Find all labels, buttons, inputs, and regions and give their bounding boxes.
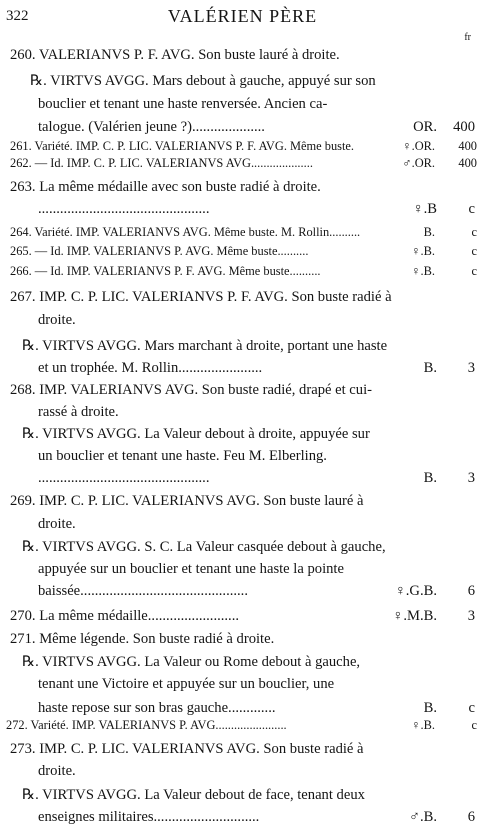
line-text: haste repose sur son bras gauche............. (38, 700, 276, 716)
metal-mark: ♀.G.B. (394, 583, 437, 599)
line-text: 263. La même médaille avec son buste radié à droite. (10, 179, 321, 195)
price-value: c (468, 201, 475, 217)
price-value: c (471, 244, 477, 258)
line-text: ............................................... (38, 201, 210, 217)
catalogue-line (0, 806, 485, 828)
catalogue-line (0, 335, 485, 357)
line-text: appuyée sur un bouclier et tenant une haste la pointe (38, 561, 344, 577)
metal-mark: B. (423, 700, 437, 716)
line-text: ℞. VIRTVS AVGG. S. C. La Valeur casquée debout à gauche, (22, 539, 386, 555)
metal-mark: B. (423, 360, 437, 376)
metal-mark: ♀.B. (411, 264, 435, 278)
line-text: ℞. VIRTVS AVGG. Mars debout à gauche, appuyé sur son (30, 73, 376, 89)
line-text: 260. VALERIANVS P. F. AVG. Son buste lauré à droite. (10, 47, 340, 63)
catalogue-line (0, 309, 485, 331)
metal-mark: B. (423, 470, 437, 486)
line-text: talogue. (Valérien jeune ?).................... (38, 119, 265, 135)
line-text: 262. — Id. IMP. C. P. LIC. VALERIANVS AVG.................... (10, 156, 313, 170)
page-number: 322 (6, 8, 29, 24)
catalogue-line (0, 714, 485, 736)
line-text: enseignes militaires............................. (38, 809, 260, 825)
line-text: 266. — Id. IMP. VALERIANVS P. F. AVG. Même buste.......... (10, 264, 321, 278)
catalogue-line (0, 240, 485, 262)
line-text: et un trophée. M. Rollin....................... (38, 360, 263, 376)
line-text: 273. IMP. C. P. LIC. VALERIANVS AVG. Son buste radié à (10, 741, 364, 757)
metal-mark: ♀.OR. (402, 139, 435, 153)
price-value: 3 (467, 608, 475, 624)
catalogue-line (0, 152, 485, 174)
catalogue-line (0, 467, 485, 489)
catalogue-line (0, 558, 485, 580)
catalogue-line (0, 286, 485, 308)
catalogue-line (0, 260, 485, 282)
line-text: un bouclier et tenant une haste. Feu M. Elberling. (38, 448, 327, 464)
running-title: VALÉRIEN PÈRE (167, 6, 318, 26)
currency-column-header: fr (464, 32, 471, 43)
line-text: ℞. VIRTVS AVGG. Mars marchant à droite, portant une haste (22, 338, 388, 354)
catalogue-line (0, 580, 485, 602)
metal-mark: ♀.B. (411, 718, 435, 732)
catalogue-line (0, 198, 485, 220)
line-text: tenant une Victoire et appuyée sur un bouclier, une (38, 676, 335, 692)
catalogue-line (0, 628, 485, 650)
price-value: c (471, 718, 477, 732)
price-value: c (468, 700, 475, 716)
catalogue-line (0, 44, 485, 66)
price-value: 400 (458, 156, 477, 170)
catalogue-line (0, 423, 485, 445)
price-value: 3 (467, 360, 475, 376)
line-text: 272. Variété. IMP. VALERIANVS P. AVG....................... (6, 718, 287, 732)
line-text: 267. IMP. C. P. LIC. VALERIANVS P. F. AVG. Son buste radié à (10, 289, 392, 305)
price-value: 6 (467, 583, 475, 599)
line-text: 270. La même médaille......................... (10, 608, 239, 624)
metal-mark: OR. (413, 119, 437, 135)
line-text: rassé à droite. (38, 404, 119, 420)
price-value: 3 (467, 470, 475, 486)
catalogue-line (0, 605, 485, 627)
catalogue-line (0, 738, 485, 760)
catalogue-line (0, 536, 485, 558)
metal-mark: ♀.M.B. (392, 608, 437, 624)
metal-mark: ♂.OR. (402, 156, 435, 170)
line-text: baissée.............................................. (38, 583, 248, 599)
line-text: 268. IMP. VALERIANVS AVG. Son buste radié, drapé et cui- (10, 382, 372, 398)
catalogue-line (0, 445, 485, 467)
line-text: droite. (38, 312, 76, 328)
catalogue-line (0, 176, 485, 198)
catalogue-line (0, 784, 485, 806)
catalogue-line (0, 490, 485, 512)
line-text: 264. Variété. IMP. VALERIANVS AVG. Même buste. M. Rollin.......... (10, 225, 361, 239)
price-value: c (471, 225, 477, 239)
catalogue-line (0, 760, 485, 782)
line-text: 269. IMP. C. P. LIC. VALERIANVS AVG. Son buste lauré à (10, 493, 364, 509)
line-text: 261. Variété. IMP. C. P. LIC. VALERIANVS P. F. AVG. Même buste. (10, 139, 355, 153)
catalogue-line (0, 379, 485, 401)
price-value: 400 (458, 139, 477, 153)
page-header (0, 2, 485, 43)
line-text: droite. (38, 763, 76, 779)
line-text: 271. Même légende. Son buste radié à droite. (10, 631, 275, 647)
price-value: c (471, 264, 477, 278)
catalogue-line (0, 513, 485, 535)
catalogue-line (0, 357, 485, 379)
metal-mark: B. (423, 225, 435, 239)
catalogue-line (0, 401, 485, 423)
line-text: ............................................... (38, 470, 210, 486)
line-text: ℞. VIRTVS AVGG. La Valeur ou Rome debout à gauche, (22, 654, 361, 670)
metal-mark: ♀.B (412, 201, 437, 217)
price-value: 6 (467, 809, 475, 825)
line-text: 265. — Id. IMP. VALERIANVS P. AVG. Même buste.......... (10, 244, 309, 258)
catalogue-line (0, 651, 485, 673)
metal-mark: ♀.B. (411, 244, 435, 258)
catalogue-line (0, 93, 485, 115)
price-value: 400 (453, 119, 475, 135)
metal-mark: ♂.B. (409, 809, 437, 825)
line-text: bouclier et tenant une haste renversée. Ancien ca- (38, 96, 328, 112)
line-text: ℞. VIRTVS AVGG. La Valeur debout à droite, appuyée sur (22, 426, 370, 442)
line-text: ℞. VIRTVS AVGG. La Valeur debout de face, tenant deux (22, 787, 365, 803)
line-text: droite. (38, 516, 76, 532)
catalogue-line (0, 70, 485, 92)
catalogue-line (0, 673, 485, 695)
